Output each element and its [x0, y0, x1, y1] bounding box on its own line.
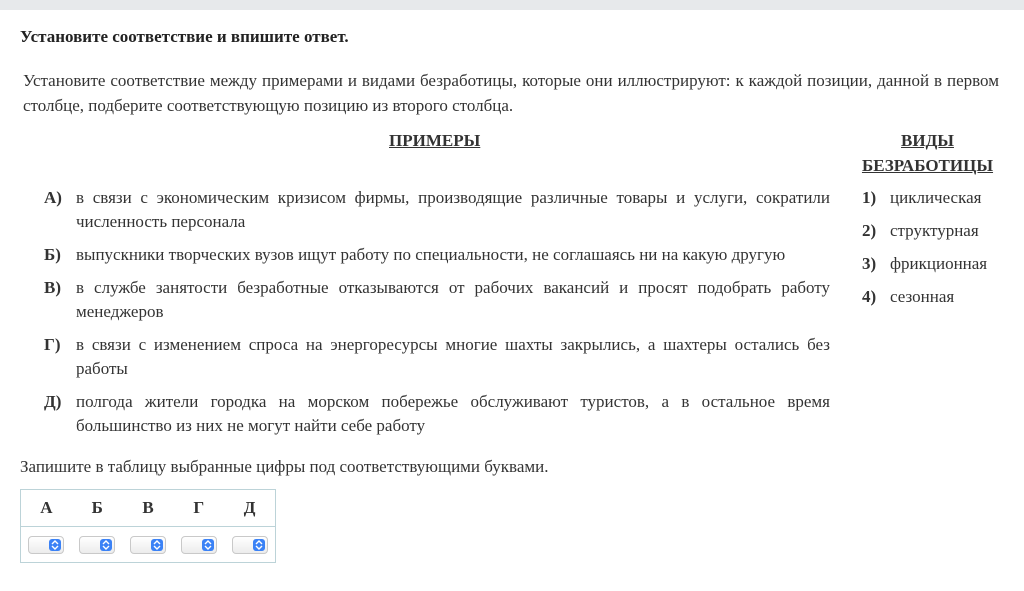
answer-header-a: А [40, 498, 53, 517]
answer-table-header [21, 490, 275, 527]
type-text: циклическая [890, 188, 982, 207]
types-header: ВИДЫ БЕЗРАБОТИЦЫ [861, 131, 994, 175]
example-item-d [44, 390, 830, 438]
type-item-4 [862, 285, 1012, 309]
select-arrows-icon [253, 539, 265, 551]
types-list [862, 186, 1012, 318]
type-number: 2) [862, 221, 877, 240]
example-letter: В) [44, 278, 61, 297]
answer-select-b[interactable] [79, 536, 115, 554]
example-text: в связи с изменением спроса на энергоресурсы многие шахты закрылись, а шахтеры остались без работы [76, 335, 830, 378]
answer-cell-d [224, 527, 275, 563]
answer-instruction: Запишите в таблицу выбранные цифры под соответствующими буквами. [20, 457, 549, 476]
top-bar [0, 0, 1024, 10]
type-item-1 [862, 186, 1012, 210]
type-number: 1) [862, 188, 877, 207]
example-text: в службе занятости безработные отказываются от рабочих вакансий и просят подобрать работу менеджеров [76, 278, 830, 321]
task-title: Установите соответствие и впишите ответ. [20, 27, 349, 46]
answer-header-v: В [142, 498, 154, 517]
task-intro: Установите соответствие между примерами и видами безработицы, которые они иллюстрируют: к каждой позиции, данной в первом столбце, подберите соответствующую позицию из второго столбца. [23, 71, 999, 115]
example-item-b [44, 243, 830, 267]
select-arrows-icon [100, 539, 112, 551]
example-letter: Б) [44, 245, 61, 264]
example-text: выпускники творческих вузов ищут работу по специальности, не соглашаясь ни на какую другую [76, 245, 786, 264]
select-arrows-icon [151, 539, 163, 551]
example-item-v [44, 276, 830, 324]
answer-select-g[interactable] [181, 536, 217, 554]
example-letter: Г) [44, 335, 61, 354]
select-arrows-icon [202, 539, 214, 551]
type-item-2 [862, 219, 1012, 243]
example-item-a [44, 186, 830, 234]
type-number: 3) [862, 254, 877, 273]
example-item-g [44, 333, 830, 381]
answer-select-a[interactable] [28, 536, 64, 554]
type-text: структурная [890, 221, 979, 240]
example-letter: А) [44, 188, 62, 207]
example-text: в связи с экономическим кризисом фирмы, производящие различные товары и услуги, сократили численность персонала [76, 188, 830, 231]
answer-header-g: Г [193, 498, 205, 517]
answer-cell-v [123, 527, 174, 563]
answer-table [20, 489, 276, 563]
answer-header-d: Д [243, 498, 256, 517]
answer-cell-b [72, 527, 123, 563]
type-item-3 [862, 252, 1012, 276]
answer-select-v[interactable] [130, 536, 166, 554]
examples-list [44, 186, 830, 447]
examples-header: ПРИМЕРЫ [389, 131, 481, 150]
select-arrows-icon [49, 539, 61, 551]
answer-select-d[interactable] [232, 536, 268, 554]
example-text: полгода жители городка на морском побережье обслуживают туристов, а в остальное время большинство из них не могут найти себе работу [76, 392, 830, 435]
example-letter: Д) [44, 392, 62, 411]
answer-cell-g [173, 527, 224, 563]
type-text: сезонная [890, 287, 955, 306]
type-text: фрикционная [890, 254, 988, 273]
answer-cell-a [21, 527, 72, 563]
answer-header-b: Б [91, 498, 103, 517]
type-number: 4) [862, 287, 877, 306]
answer-table-inputs [21, 527, 275, 563]
